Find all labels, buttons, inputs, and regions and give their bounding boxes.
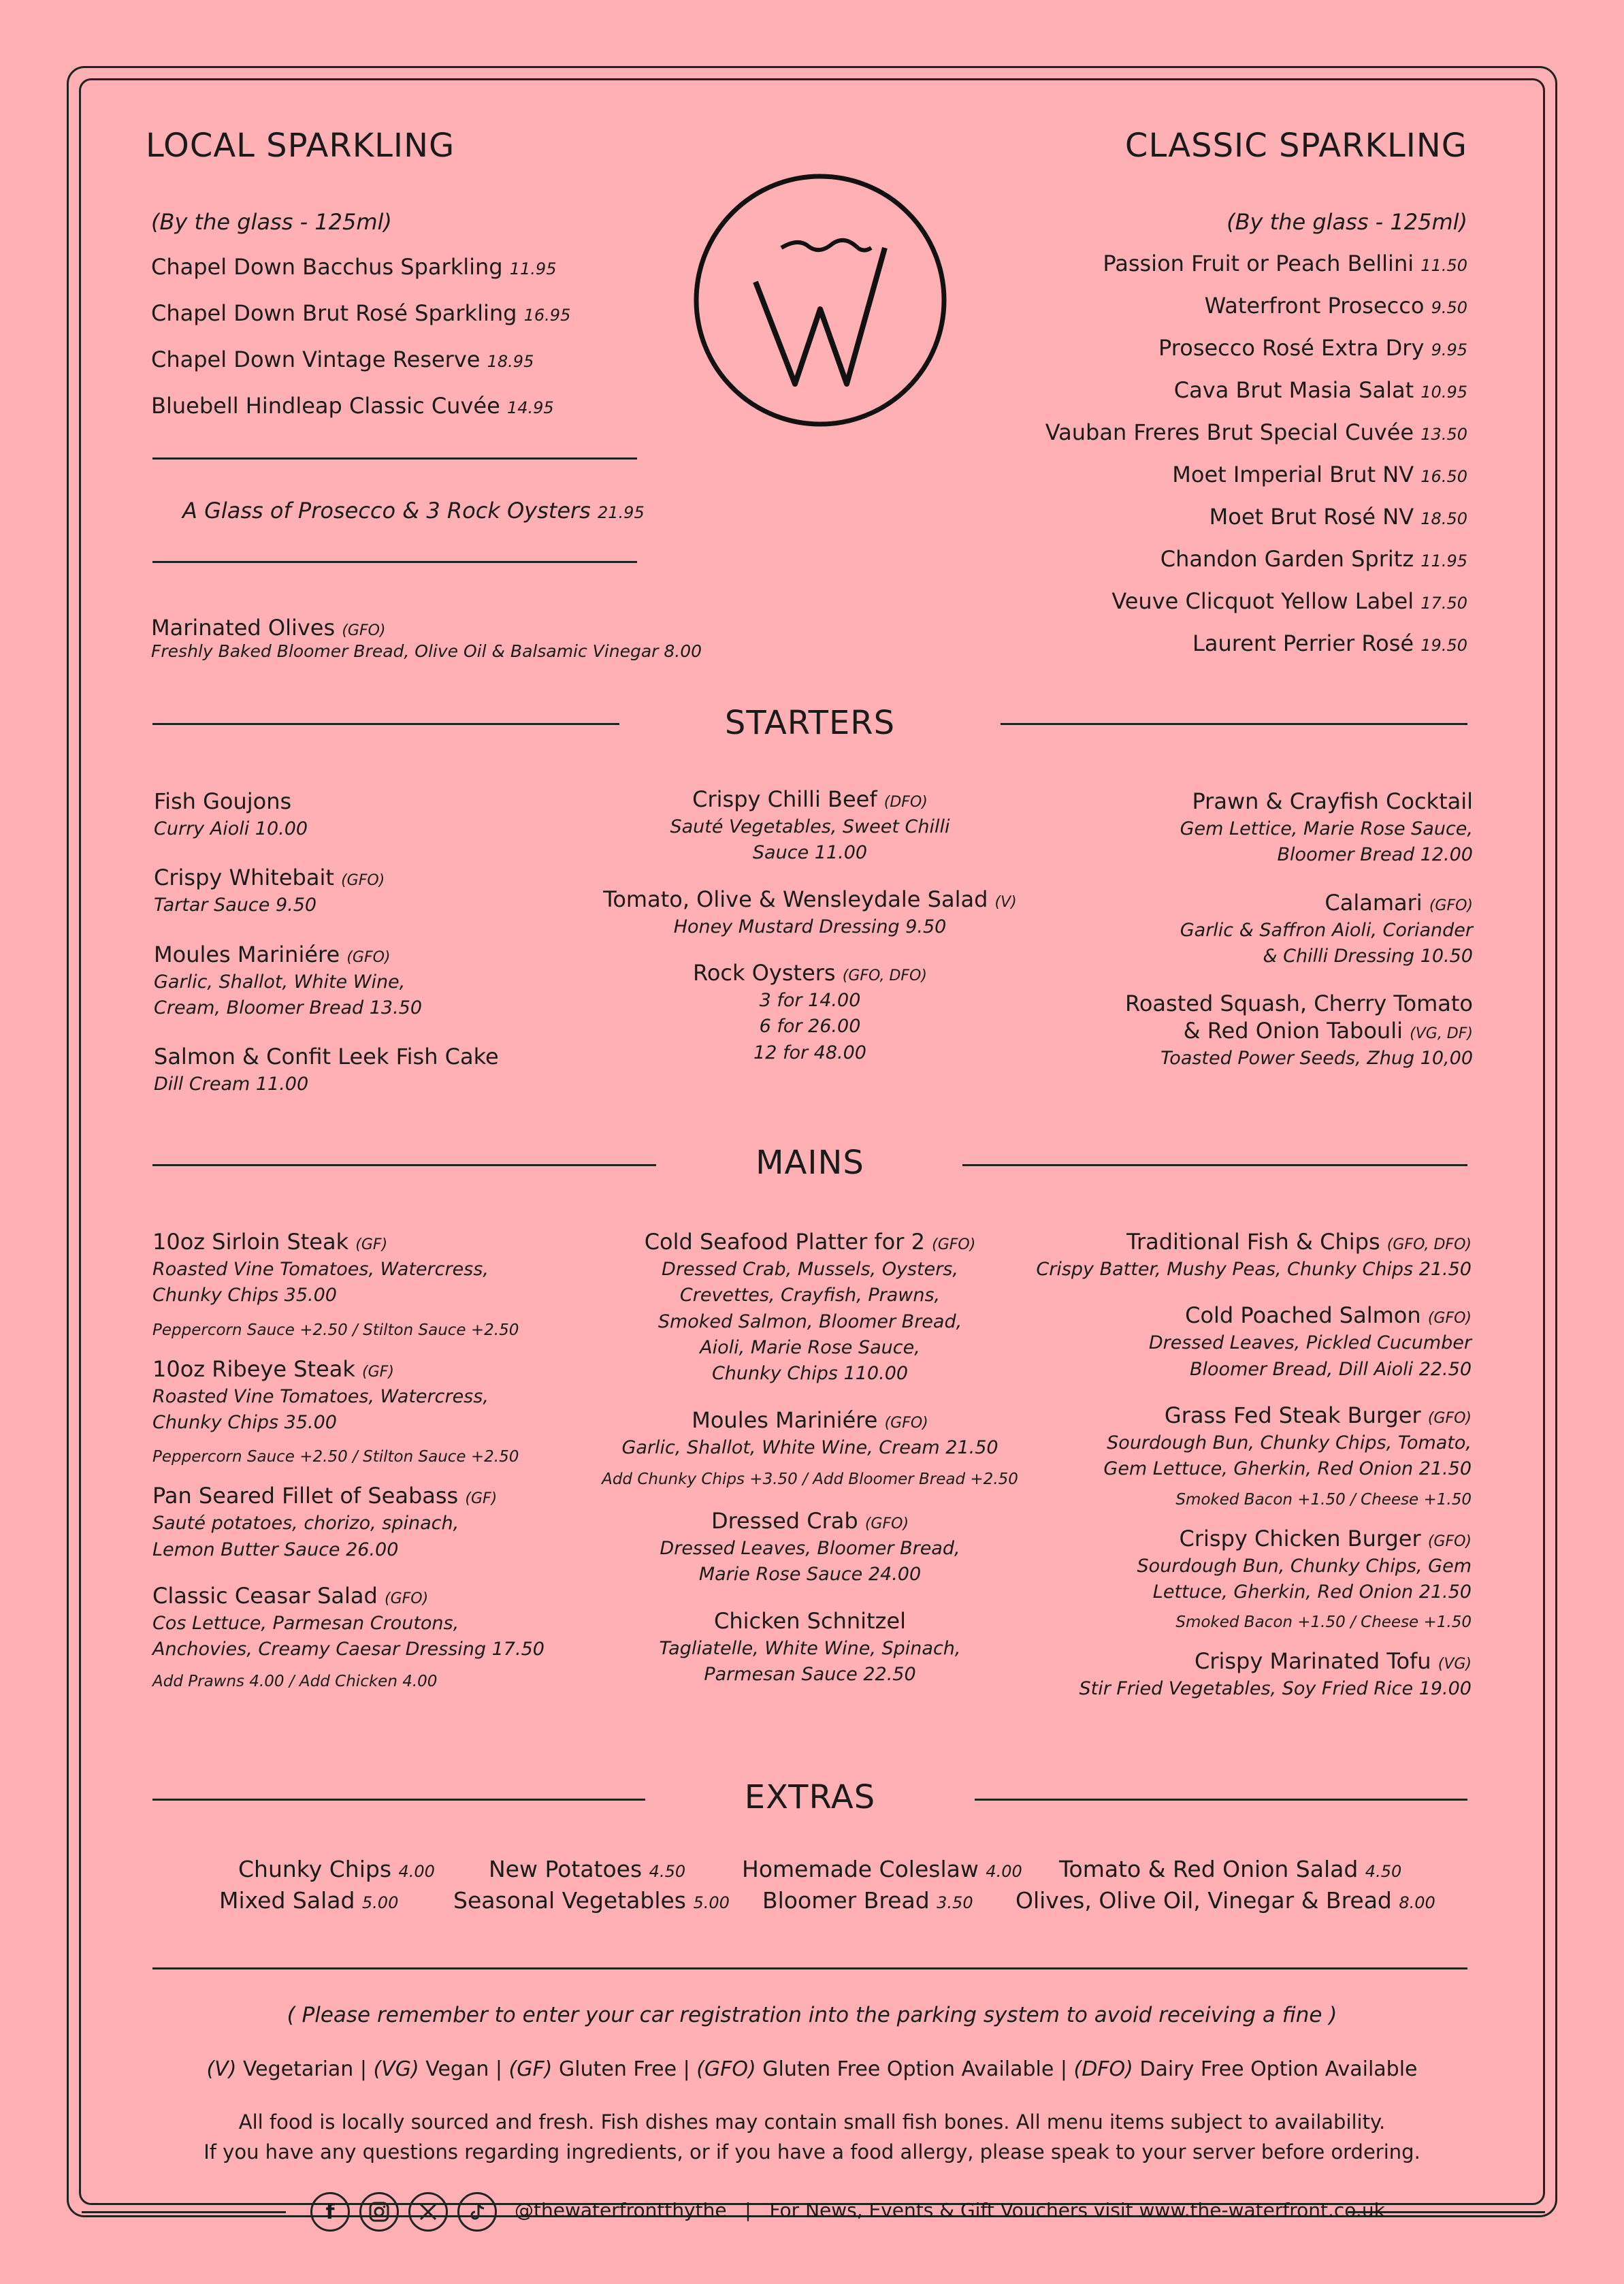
divider [152, 457, 637, 460]
list-item: Cava Brut Masia Salat 10.95 [1173, 377, 1467, 403]
menu-item: Calamari (GFO) Garlic & Saffron Aioli, Coriander & Chilli Dressing 10.50 [1180, 889, 1473, 967]
mains-left-column [152, 1228, 545, 1690]
list-item: Seasonal Vegetables 5.00 [453, 1887, 730, 1914]
menu-item: Roasted Squash, Cherry Tomato & Red Onion Tabouli (VG, DF) Toasted Power Seeds, Zhug 10,00 [1125, 991, 1473, 1069]
list-item: Homemade Coleslaw 4.00 [742, 1856, 1022, 1882]
instagram-icon[interactable] [359, 2192, 399, 2232]
list-item: Laurent Perrier Rosé 19.50 [1192, 630, 1467, 656]
menu-item: Classic Ceasar Salad (GFO) Cos Lettuce, Parmesan Croutons, Anchovies, Creamy Caesar Dressing 17.50 Add Prawns 4.00 / Add Chicken 4.00 [152, 1582, 545, 1690]
menu-item: Crispy Chicken Burger (GFO) Sourdough Bun, Chunky Chips, Gem Lettuce, Gherkin, Red Onion 21.50 Smoked Bacon +1.50 / Cheese +1.50 [1137, 1525, 1472, 1632]
menu-item: Chicken Schnitzel Tagliatelle, White Wine, Spinach, Parmesan Sauce 22.50 [659, 1607, 961, 1685]
list-item: Bloomer Bread 3.50 [762, 1887, 973, 1914]
starters-center-column [585, 786, 1035, 1066]
classic-sparkling-list [1045, 250, 1467, 672]
menu-item: Cold Poached Salmon (GFO) Dressed Leaves, Pickled Cucumber Bloomer Bread, Dill Aioli 22.50 [1148, 1302, 1472, 1380]
mains-right-column [1036, 1228, 1472, 1703]
divider [152, 723, 619, 725]
mains-center-column [585, 1228, 1035, 1688]
list-item: Olives, Olive Oil, Vinegar & Bread 8.00 [1016, 1887, 1435, 1914]
list-item: New Potatoes 4.50 [489, 1856, 686, 1882]
parking-notice: ( Please remember to enter your car registration into the parking system to avoid receiving a fine ) [287, 2003, 1337, 2027]
list-item: Bluebell Hindleap Classic Cuvée 14.95 [151, 393, 554, 419]
menu-item: Pan Seared Fillet of Seabass (GF) Sauté potatoes, chorizo, spinach, Lemon Butter Sauce 26.00 [152, 1483, 498, 1560]
menu-item: Traditional Fish & Chips (GFO, DFO) Crispy Batter, Mushy Peas, Chunky Chips 21.50 [1036, 1229, 1472, 1280]
divider [152, 561, 637, 563]
social-handle[interactable]: @thewaterfrontthythe [515, 2199, 727, 2221]
oyster-offer: A Glass of Prosecco & 3 Rock Oysters 21.95 [182, 498, 645, 524]
list-item: Passion Fruit or Peach Bellini 11.50 [1103, 251, 1467, 276]
menu-item: Cold Seafood Platter for 2 (GFO) Dressed Crab, Mussels, Oysters, Crevettes, Crayfish, Prawns, Smoked Salmon, Bloomer Bread, Aioli, Marie Rose Sauce, Chunky Chips 110.00 [644, 1229, 976, 1385]
mains-title: MAINS [756, 1144, 864, 1182]
waterfront-logo [693, 173, 947, 428]
separator: | [745, 2199, 751, 2221]
starters-left-column [154, 788, 499, 1098]
local-sparkling-note: (By the glass - 125ml) [151, 209, 392, 235]
list-item: Moet Brut Rosé NV 18.50 [1209, 504, 1467, 530]
facebook-icon[interactable]: f [310, 2192, 350, 2232]
menu-item: 10oz Sirloin Steak (GF) Roasted Vine Tomatoes, Watercress, Chunky Chips 35.00 Peppercorn Sauce +2.50 / Stilton Sauce +2.50 [152, 1229, 519, 1339]
tiktok-icon[interactable] [457, 2192, 497, 2232]
divider [975, 1799, 1467, 1801]
extras-title: EXTRAS [744, 1778, 876, 1816]
social-footer [515, 2199, 1385, 2221]
menu-item: Tomato, Olive & Wensleydale Salad (V) Honey Mustard Dressing 9.50 [603, 886, 1017, 937]
dietary-key: (V) Vegetarian | (VG) Vegan | (GF) Gluten Free | (GFO) Gluten Free Option Available | (DFO) Dairy Free Option Available [206, 2057, 1418, 2081]
olives-item: Marinated Olives (GFO) Freshly Baked Bloomer Bread, Olive Oil & Balsamic Vinegar 8.00 [151, 615, 702, 661]
list-item: Tomato & Red Onion Salad 4.50 [1059, 1856, 1402, 1882]
classic-sparkling-note: (By the glass - 125ml) [1227, 209, 1467, 235]
list-item: Chapel Down Bacchus Sparkling 11.95 [151, 254, 557, 280]
x-icon[interactable] [408, 2192, 448, 2232]
menu-item: Salmon & Confit Leek Fish Cake Dill Cream 11.00 [154, 1044, 499, 1095]
list-item: Chapel Down Vintage Reserve 18.95 [151, 347, 534, 372]
website-link[interactable]: For News, Events & Gift Vouchers visit www.the-waterfront.co.uk [769, 2199, 1385, 2221]
menu-item: Rock Oysters (GFO, DFO) 3 for 14.00 6 for 26.00 12 for 48.00 [693, 959, 927, 1063]
menu-item: 10oz Ribeye Steak (GF) Roasted Vine Tomatoes, Watercress, Chunky Chips 35.00 Peppercorn Sauce +2.50 / Stilton Sauce +2.50 [152, 1355, 519, 1466]
divider [82, 2211, 286, 2213]
local-sparkling-title: LOCAL SPARKLING [146, 127, 455, 165]
menu-item: Moules Mariniére (GFO) Garlic, Shallot, White Wine, Cream 21.50 Add Chunky Chips +3.50 / Add Bloomer Bread +2.50 [602, 1406, 1018, 1488]
menu-item: Prawn & Crayfish Cocktail Gem Lettice, Marie Rose Sauce, Bloomer Bread 12.00 [1180, 788, 1473, 866]
list-item: Prosecco Rosé Extra Dry 9.95 [1158, 335, 1467, 361]
food-notice: All food is locally sourced and fresh. Fish dishes may contain small fish bones. All menu items subject to availability. [238, 2110, 1386, 2134]
starters-title: STARTERS [724, 704, 896, 742]
menu-item: Fish Goujons Curry Aioli 10.00 [154, 788, 308, 839]
list-item: Mixed Salad 5.00 [219, 1887, 399, 1914]
local-sparkling-list [151, 253, 570, 438]
list-item: Chapel Down Brut Rosé Sparkling 16.95 [151, 300, 571, 326]
menu-item: Crispy Marinated Tofu (VG) Stir Fried Vegetables, Soy Fried Rice 19.00 [1079, 1648, 1472, 1700]
list-item: Chandon Garden Spritz 11.95 [1160, 546, 1467, 572]
divider [152, 1799, 645, 1801]
list-item: Chunky Chips 4.00 [238, 1856, 435, 1882]
menu-item: Dressed Crab (GFO) Dressed Leaves, Bloomer Bread, Marie Rose Sauce 24.00 [660, 1507, 960, 1586]
allergy-notice: If you have any questions regarding ingredients, or if you have a food allergy, please speak to your server before ordering. [204, 2140, 1420, 2164]
classic-sparkling-title: CLASSIC SPARKLING [1124, 127, 1467, 165]
divider [1001, 723, 1467, 725]
list-item: Waterfront Prosecco 9.50 [1204, 293, 1467, 319]
menu-item: Moules Mariniére (GFO) Garlic, Shallot, White Wine, Cream, Bloomer Bread 13.50 [154, 941, 423, 1018]
menu-item: Crispy Whitebait (GFO) Tartar Sauce 9.50 [154, 865, 385, 916]
divider [152, 1967, 1467, 1969]
menu-item: Grass Fed Steak Burger (GFO) Sourdough Bun, Chunky Chips, Tomato, Gem Lettuce, Gherkin, Red Onion 21.50 Smoked Bacon +1.50 / Cheese +1.50 [1103, 1402, 1472, 1509]
divider [152, 1164, 656, 1166]
divider [962, 1164, 1467, 1166]
list-item: Moet Imperial Brut NV 16.50 [1172, 462, 1467, 487]
menu-item: Crispy Chilli Beef (DFO) Sauté Vegetables, Sweet Chilli Sauce 11.00 [670, 786, 950, 864]
starters-right-column [1125, 788, 1473, 1072]
list-item: Vauban Freres Brut Special Cuvée 13.50 [1045, 419, 1467, 445]
list-item: Veuve Clicquot Yellow Label 17.50 [1111, 588, 1467, 614]
